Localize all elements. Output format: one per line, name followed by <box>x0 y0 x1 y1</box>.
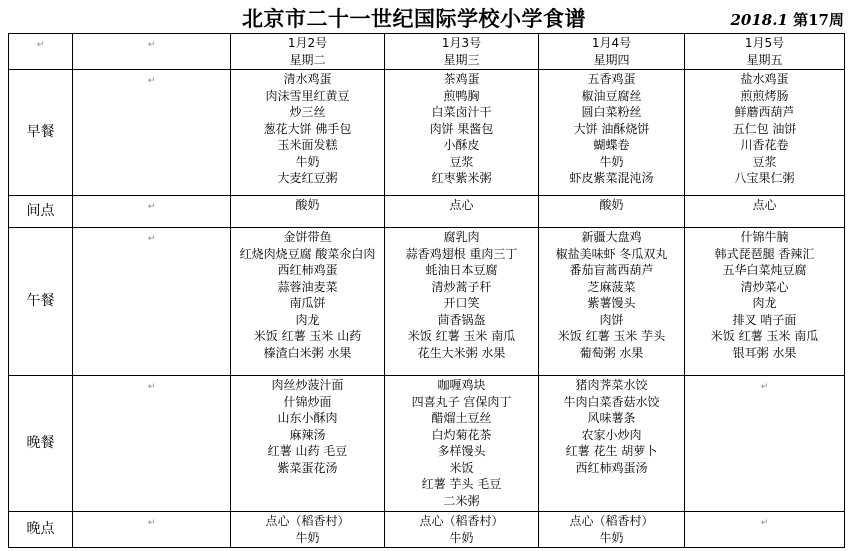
blank-cell <box>73 512 231 548</box>
dish-item: 西红柿鸡蛋 <box>277 263 338 277</box>
dish-item: 五华白菜炖豆腐 <box>722 263 807 277</box>
dish-item: 酸奶 <box>295 198 320 212</box>
dish-item: 红薯 芋头 毛豆 <box>421 477 502 491</box>
dish-item: 清炒蒿子秆 <box>431 279 492 294</box>
dish-item: 肉沫雪里红黄豆 <box>265 88 350 103</box>
dish-item: 米饭 红薯 玉米 芋头 <box>557 329 666 343</box>
meal-row <box>9 196 845 228</box>
dish-item: 肉龙 <box>752 296 777 310</box>
dish-item: 牛奶 <box>295 530 320 545</box>
dish-item: 牛肉白菜香菇水饺 <box>563 394 660 409</box>
dish-item: 醋熘土豆丝 <box>431 411 492 425</box>
dish-item: 五香鸡蛋 <box>587 72 636 86</box>
dish-item: 豆浆 <box>449 154 474 169</box>
dish-item: 风味薯条 <box>587 411 636 425</box>
day-header-cell <box>231 34 385 70</box>
menu-cell <box>231 376 385 512</box>
header-empty-cell <box>9 34 73 70</box>
dish-item: 芝麻菠菜 <box>587 279 636 294</box>
dish-item: 葱花大饼 佛手包 <box>263 121 352 136</box>
paragraph-mark-icon: ↵ <box>147 202 156 212</box>
page-title: 北京市二十一世纪国际学校小学食谱 <box>242 6 586 31</box>
dish-item: 牛奶 <box>449 530 474 545</box>
paragraph-mark-icon: ↵ <box>147 382 156 392</box>
day-weekday: 星期五 <box>746 52 783 67</box>
menu-table <box>8 33 845 548</box>
menu-cell <box>231 512 385 548</box>
dish-item: 排叉 哨子面 <box>732 312 797 327</box>
meal-row <box>9 228 845 376</box>
dish-item: 清水鸡蛋 <box>283 72 332 86</box>
dish-item: 煎鸭胸 <box>443 88 480 103</box>
menu-cell <box>385 70 539 196</box>
dish-item: 西红柿鸡蛋汤 <box>575 460 648 475</box>
menu-cell <box>385 196 539 228</box>
week-date: 2018.1 <box>730 11 788 29</box>
dish-item: 大饼 油酥烧饼 <box>573 121 650 136</box>
week-label <box>730 9 844 30</box>
dish-item: 农家小炒肉 <box>581 427 642 442</box>
menu-cell <box>685 70 845 196</box>
menu-cell <box>231 228 385 376</box>
day-weekday: 星期二 <box>289 52 326 67</box>
dish-item: 什锦炒面 <box>283 394 332 409</box>
meal-label: 午餐 <box>9 228 73 376</box>
dish-item: 榛渣白米粥 水果 <box>263 345 352 360</box>
meal-row <box>9 376 845 512</box>
dish-item: 红薯 山药 毛豆 <box>267 444 348 458</box>
dish-item: 蒜香鸡翅根 重肉三丁 <box>405 246 518 261</box>
dish-item: 虾皮紫菜混沌汤 <box>569 171 654 185</box>
dish-item: 肉饼 <box>599 312 624 327</box>
page-header <box>0 3 850 31</box>
dish-item: 豆浆 <box>752 154 777 169</box>
dish-item: 蒜蓉油麦菜 <box>277 279 338 294</box>
week-number: 第17周 <box>793 11 844 29</box>
meal-label: 晚餐 <box>9 376 73 512</box>
dish-item: 点心（稻香村） <box>419 514 504 528</box>
dish-item: 花生大米粥 水果 <box>417 345 506 360</box>
dish-item: 大麦红豆粥 <box>277 171 338 185</box>
dish-item: 米饭 红薯 玉米 南瓜 <box>710 329 819 343</box>
dish-item: 圆白菜粉丝 <box>581 105 642 119</box>
dish-item: 八宝果仁粥 <box>734 171 795 185</box>
dish-item: 白灼菊花茶 <box>431 427 492 442</box>
dish-item: 金饼带鱼 <box>283 230 332 244</box>
menu-cell <box>539 512 685 548</box>
dish-item: 米饭 红薯 玉米 南瓜 <box>407 329 516 343</box>
day-header-cell <box>385 34 539 70</box>
dish-item: 点心（稻香村） <box>569 514 654 528</box>
dish-item: 玉米面发糕 <box>277 138 338 152</box>
dish-item: 小酥皮 <box>443 138 480 152</box>
day-header-cell <box>685 34 845 70</box>
paragraph-mark-icon: ↵ <box>147 518 156 528</box>
dish-item: 红烧肉烧豆腐 酸菜氽白肉 <box>239 246 376 261</box>
menu-cell <box>385 228 539 376</box>
menu-table-body <box>9 34 845 548</box>
dish-item: 蝴蝶卷 <box>593 138 630 152</box>
dish-item: 开口笑 <box>443 296 480 310</box>
dish-item: 多样馒头 <box>437 444 486 458</box>
meal-label: 早餐 <box>9 70 73 196</box>
paragraph-mark-icon: ↵ <box>760 382 769 392</box>
day-date: 1月3号 <box>441 36 482 50</box>
dish-item: 椒油豆腐丝 <box>581 88 642 103</box>
dish-item: 白菜卤汁干 <box>431 105 492 119</box>
dish-item: 二米粥 <box>443 493 480 508</box>
dish-item: 椒盐美味虾 冬瓜双丸 <box>555 246 668 261</box>
dish-item: 番茄盲蒿西葫芦 <box>569 263 654 277</box>
menu-cell <box>385 376 539 512</box>
blank-cell <box>73 196 231 228</box>
paragraph-mark-icon: ↵ <box>147 40 156 50</box>
day-date: 1月5号 <box>744 36 785 50</box>
day-header-cell <box>539 34 685 70</box>
dish-item: 蚝油日本豆腐 <box>425 263 498 277</box>
dish-item: 米饭 红薯 玉米 山药 <box>253 329 362 343</box>
header-empty-cell <box>73 34 231 70</box>
dish-item: 红薯 花生 胡萝卜 <box>565 444 658 458</box>
dish-item: 腐乳肉 <box>443 230 480 244</box>
meal-label: 间点 <box>9 196 73 228</box>
meal-row <box>9 70 845 196</box>
dish-item: 南瓜饼 <box>289 296 326 310</box>
menu-cell <box>685 512 845 548</box>
dish-item: 肉饼 果酱包 <box>429 121 494 136</box>
dish-item: 五仁包 油饼 <box>732 121 797 136</box>
dish-item: 葡萄粥 水果 <box>579 345 644 360</box>
dish-item: 红枣紫米粥 <box>431 171 492 185</box>
menu-cell <box>231 196 385 228</box>
paragraph-mark-icon: ↵ <box>147 76 156 86</box>
paragraph-mark-icon: ↵ <box>760 518 769 528</box>
menu-cell <box>685 196 845 228</box>
dish-item: 韩式琵琶腿 香辣汇 <box>714 246 815 261</box>
menu-cell <box>231 70 385 196</box>
dish-item: 咖喱鸡块 <box>437 378 486 392</box>
paragraph-mark-icon: ↵ <box>36 40 45 50</box>
header-row <box>9 34 845 70</box>
dish-item: 茴香锅盔 <box>437 312 486 327</box>
day-weekday: 星期四 <box>593 52 630 67</box>
day-weekday: 星期三 <box>443 52 480 67</box>
dish-item: 盐水鸡蛋 <box>740 72 789 86</box>
menu-cell <box>539 228 685 376</box>
dish-item: 牛奶 <box>599 530 624 545</box>
meal-row <box>9 512 845 548</box>
dish-item: 肉龙 <box>295 312 320 327</box>
blank-cell <box>73 70 231 196</box>
blank-cell <box>73 376 231 512</box>
dish-item: 麻辣汤 <box>289 427 326 442</box>
day-date: 1月4号 <box>591 36 632 50</box>
dish-item: 点心（稻香村） <box>265 514 350 528</box>
menu-cell <box>385 512 539 548</box>
day-date: 1月2号 <box>287 36 328 50</box>
dish-item: 米饭 <box>449 460 474 475</box>
paragraph-mark-icon: ↵ <box>147 234 156 244</box>
dish-item: 清炒菜心 <box>740 279 789 294</box>
dish-item: 牛奶 <box>599 154 624 169</box>
menu-cell <box>685 228 845 376</box>
dish-item: 紫菜蛋花汤 <box>277 460 338 475</box>
dish-item: 紫薯馒头 <box>587 296 636 310</box>
dish-item: 茶鸡蛋 <box>443 72 480 86</box>
dish-item: 酸奶 <box>599 198 624 212</box>
meal-label: 晚点 <box>9 512 73 548</box>
blank-cell <box>73 228 231 376</box>
menu-cell <box>539 376 685 512</box>
dish-item: 猪肉荠菜水饺 <box>575 378 648 392</box>
dish-item: 点心 <box>752 198 777 212</box>
menu-cell <box>539 196 685 228</box>
dish-item: 煎煎烤肠 <box>740 88 789 103</box>
dish-item: 山东小酥肉 <box>277 411 338 425</box>
dish-item: 银耳粥 水果 <box>732 345 797 360</box>
dish-item: 新疆大盘鸡 <box>581 230 642 244</box>
dish-item: 肉丝炒菠汁面 <box>271 378 344 392</box>
dish-item: 川香花卷 <box>740 138 789 152</box>
dish-item: 牛奶 <box>295 154 320 169</box>
dish-item: 四喜丸子 宫保肉丁 <box>411 394 512 409</box>
menu-cell <box>539 70 685 196</box>
menu-cell <box>685 376 845 512</box>
dish-item: 什锦牛腩 <box>740 230 789 244</box>
dish-item: 点心 <box>449 198 474 212</box>
dish-item: 鲜蘑西葫芦 <box>734 105 795 119</box>
dish-item: 炒三丝 <box>289 105 326 119</box>
